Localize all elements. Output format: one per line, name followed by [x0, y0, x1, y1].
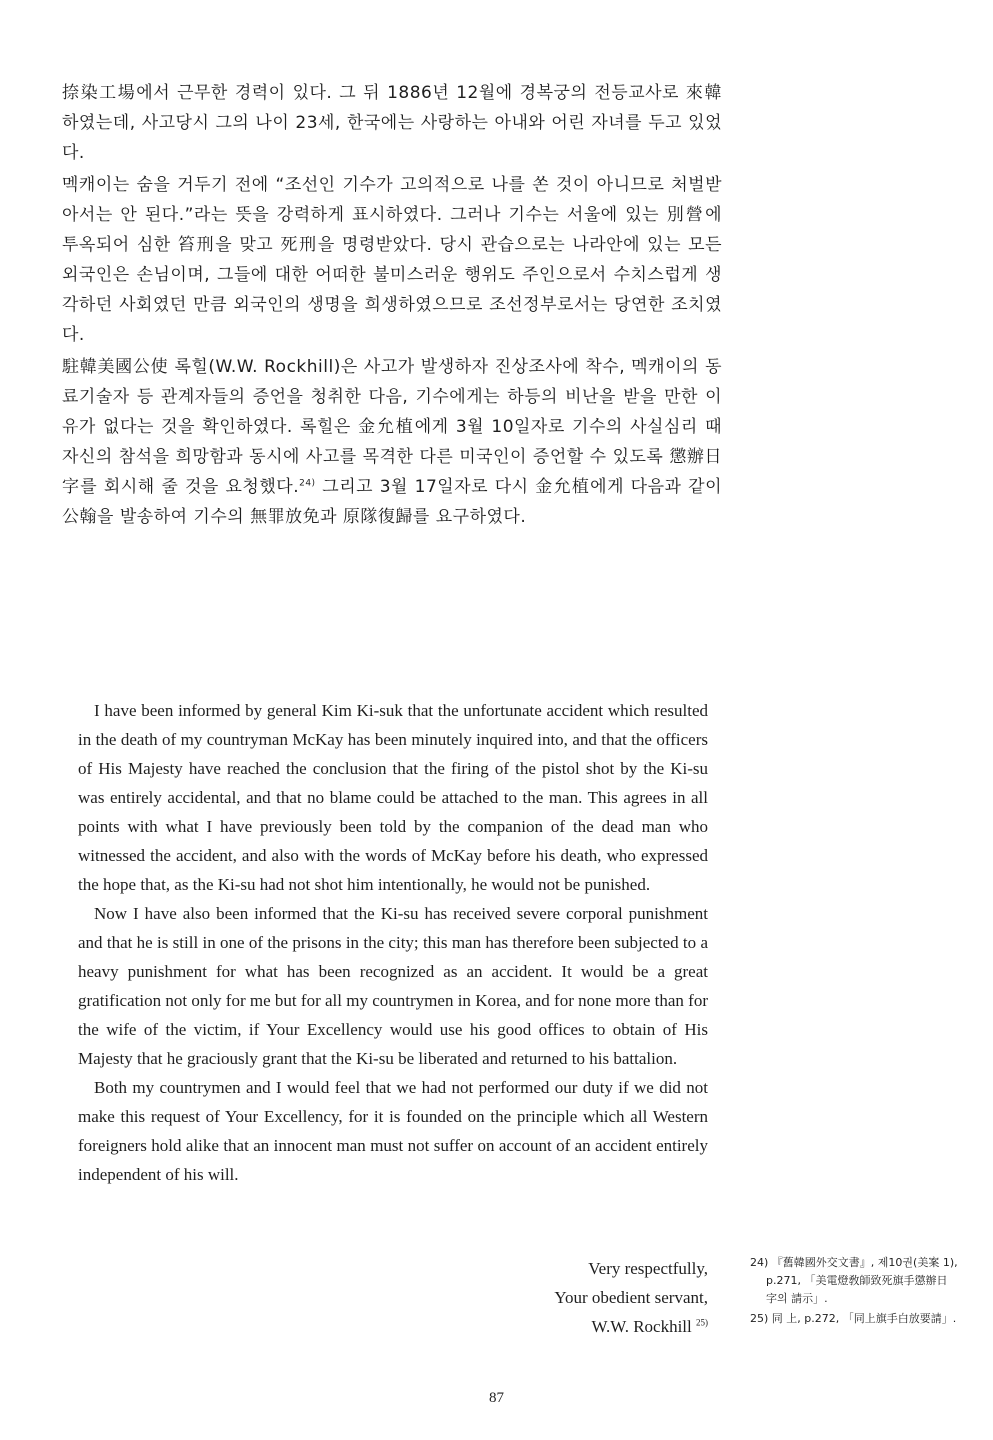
closing-line-1: Very respectfully, [588, 1259, 708, 1278]
footnote-24-line-3: 字의 請示」. [766, 1292, 828, 1305]
korean-paragraph-1: 捺染工場에서 근무한 경력이 있다. 그 뒤 1886년 12월에 경복궁의 전등교사로 來韓하였는데, 사고당시 그의 나이 23세, 한국에는 사랑하는 아내와 어린 자녀를 두고 있었다. [62, 83, 722, 163]
footnote-24-line-2: p.271, 「美電燈敎師致死旗手懲辦日 [766, 1274, 948, 1287]
signature-line [554, 1312, 708, 1341]
letter-paragraph-1: I have been informed by general Kim Ki-suk that the unfortunate accident which resulted in the death of my countryman McKay has been minutely inquired into, and that the officers of His Majesty have reached the conclusion that the firing of the pistol shot by the Ki-su was entirely accidental, and that no blame could be attached to the man. This agrees in all points with what I have previously been told by the companion of the dead man who witnessed the accident, and also with the words of McKay before his death, who expressed the hope that, as the Ki-su had not shot him intentionally, he would not be punished. [78, 701, 708, 894]
korean-paragraph-2: 멕캐이는 숨을 거두기 전에 “조선인 기수가 고의적으로 나를 쏜 것이 아니므로 처벌받아서는 안 된다.”라는 뜻을 강력하게 표시하였다. 그러나 기수는 서울에 있는 別營에 투옥되어 심한 笞刑을 맞고 死刑을 명령받았다. 당시 관습으로는 나라안에 있는 모든 외국인은 손님이며, 그들에 대한 어떠한 불미스러운 행위도 주인으로서 수치스럽게 생각하던 사회였던 만큼 외국인의 생명을 희생하였으므로 조선정부로서는 당연한 조치였다. [62, 175, 722, 345]
footnote-25-text: 同 上, p.272, 「同上旗手白放要請」. [771, 1312, 957, 1325]
page-number: 87 [489, 1390, 504, 1406]
footnote-ref-25: 25) [696, 1317, 708, 1328]
letter-closing [554, 1254, 708, 1341]
footnote-24-line-1: 『舊韓國外交文書』, 제10권(美案 1), [771, 1256, 958, 1269]
footnote-25 [750, 1310, 985, 1328]
letter-paragraph-2: Now I have also been informed that the Ki-su has received severe corporal punishment and that he is still in one of the prisons in the city; this man has therefore been subjected to a heavy punishment for what has been recognized as an accident. It would be a great gratification not only for me but for all my countrymen in Korea, and for none more than for the wife of the victim, if Your Excellency would use his good offices to obtain of His Majesty that he graciously grant that the Ki-su be liberated and returned to his battalion. [78, 904, 708, 1068]
korean-paragraph-3-part-b: 그리고 3월 17일자로 다시 金允植에게 다음과 같이 公翰을 발송하여 기수의 無罪放免과 原隊復歸를 요구하였다. [62, 477, 722, 527]
korean-body-text [62, 78, 722, 534]
footnote-24 [750, 1254, 985, 1308]
footnote-ref-24: 24) [299, 478, 316, 489]
footnote-24-number: 24) [750, 1256, 769, 1269]
korean-paragraph-3-part-a: 駐韓美國公使 록힐(W.W. Rockhill)은 사고가 발생하자 진상조사에 착수, 멕캐이의 동료기술자 등 관계자들의 증언을 청취한 다음, 기수에게는 하등의 비난을 받을 만한 이유가 없다는 것을 확인하였다. 록힐은 金允植에게 3월 10일자로 기수의 사실심리 때 자신의 참석을 희망함과 동시에 사고를 목격한 다른 미국인이 증언할 수 있도록 懲辦日字를 회시해 줄 것을 요청했다. [62, 357, 722, 497]
footnotes [750, 1254, 985, 1330]
signature: W.W. Rockhill [591, 1317, 692, 1336]
footnote-25-number: 25) [750, 1312, 769, 1325]
korean-paragraph-3 [62, 352, 722, 532]
closing-line-2: Your obedient servant, [554, 1288, 708, 1307]
letter-paragraph-3: Both my countrymen and I would feel that we had not performed our duty if we did not make this request of Your Excellency, for it is founded on the principle which all Western foreigners hold alike that an innocent man must not suffer on account of an accident entirely independent of his will. [78, 1078, 708, 1184]
quoted-letter [78, 696, 708, 1189]
